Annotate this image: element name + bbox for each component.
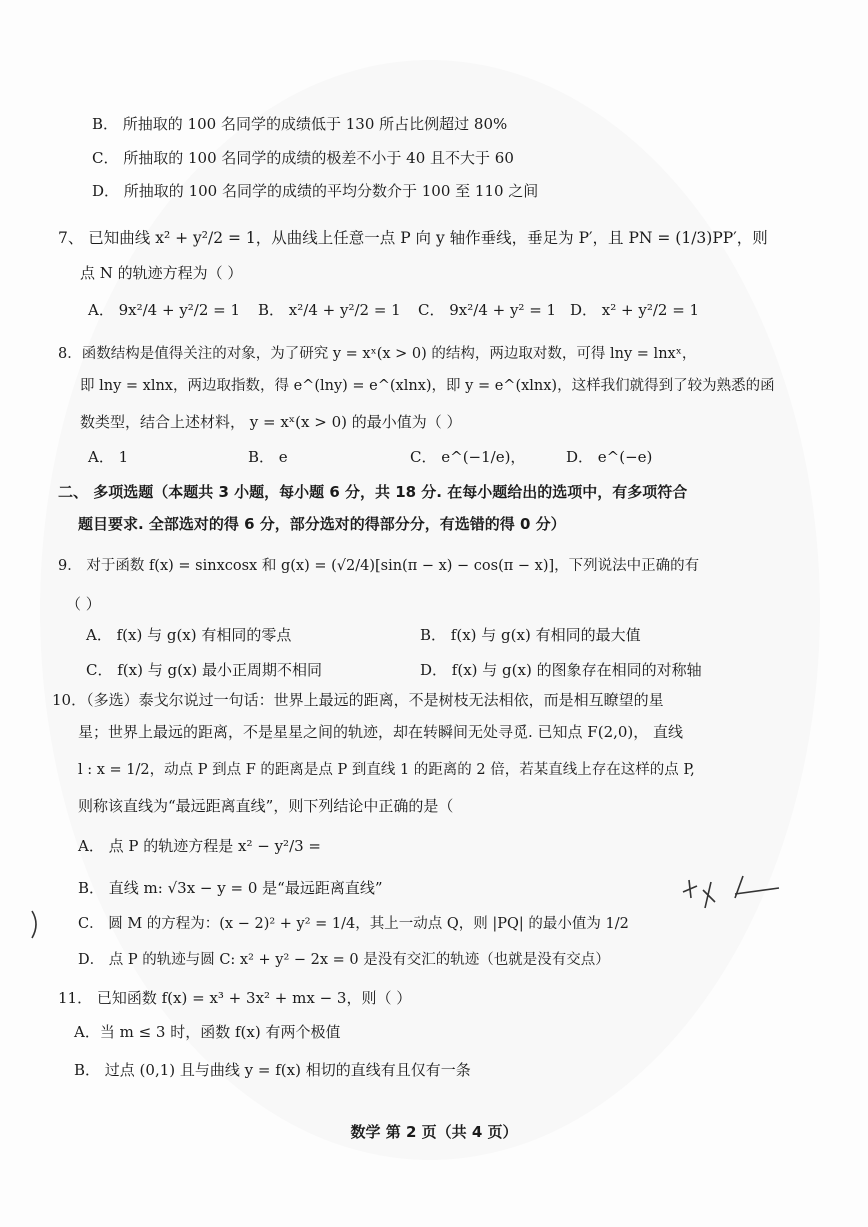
q10-stem-line4: 则称该直线为“最远距离直线”，则下列结论中正确的是（ <box>78 797 454 815</box>
section2-heading-line2: 题目要求. 全部选对的得 6 分，部分选对的得部分分，有选错的得 0 分） <box>78 515 566 533</box>
handwritten-bracket <box>26 908 46 942</box>
q8-option-d: D． e^(−e) <box>566 448 653 466</box>
q8-stem-line3: 数类型，结合上述材料， y = xˣ(x > 0) 的最小值为（ ） <box>80 413 462 431</box>
q9-option-a: A． f(x) 与 g(x) 有相同的零点 <box>86 626 292 644</box>
q10-stem-line2: 星；世界上最远的距离，不是星星之间的轨迹，却在转瞬间无处寻觅. 已知点 F(2,0)， 直线 <box>78 723 684 741</box>
q7-option-b: B． x²/4 + y²/2 = 1 <box>258 301 401 319</box>
q11-stem-line1: 11． 已知函数 f(x) = x³ + 3x² + mx − 3，则（ ） <box>58 989 412 1007</box>
q8-option-b: B． e <box>248 448 288 466</box>
section2-heading-line1: 二、 多项选题（本题共 3 小题，每小题 6 分，共 18 分. 在每小题给出的选项中，有多项符合 <box>58 483 688 501</box>
q6-option-b: B． 所抽取的 100 名同学的成绩低于 130 所占比例超过 80% <box>92 115 508 133</box>
q9-option-c: C． f(x) 与 g(x) 最小正周期不相同 <box>86 661 323 679</box>
q8-option-c: C． e^(−1/e)， <box>410 448 526 466</box>
q10-option-d: D． 点 P 的轨迹与圆 C: x² + y² − 2x = 0 是没有交汇的轨迹（也就是没有交点） <box>78 952 610 968</box>
q8-stem-line1: 8．函数结构是值得关注的对象，为了研究 y = xˣ(x > 0) 的结构，两边取对数，可得 lny = lnxˣ， <box>58 346 697 362</box>
q7-stem-line2: 点 N 的轨迹方程为（ ） <box>80 264 243 282</box>
q6-option-c: C． 所抽取的 100 名同学的成绩的极差不小于 40 且不大于 60 <box>92 149 514 167</box>
q6-option-d: D． 所抽取的 100 名同学的成绩的平均分数介于 100 至 110 之间 <box>92 182 539 200</box>
q9-option-b: B． f(x) 与 g(x) 有相同的最大值 <box>420 626 641 644</box>
page-footer: 数学 第 2 页（共 4 页） <box>350 1123 518 1141</box>
q11-option-b: B． 过点 (0,1) 且与曲线 y = f(x) 相切的直线有且仅有一条 <box>74 1061 471 1079</box>
q10-option-a: A． 点 P 的轨迹方程是 x² − y²/3 = <box>78 837 321 855</box>
q10-option-c: C． 圆 M 的方程为：(x − 2)² + y² = 1/4，其上一动点 Q，则 |PQ| 的最小值为 1/2 <box>78 916 629 932</box>
q8-stem-line2: 即 lny = xlnx，两边取指数，得 e^(lny) = e^(xlnx)，即 y = e^(xlnx)，这样我们就得到了较为熟悉的函 <box>80 378 775 394</box>
q9-stem-line2: （ ） <box>66 595 101 613</box>
q7-option-a: A． 9x²/4 + y²/2 = 1 <box>88 301 241 319</box>
q7-option-c: C． 9x²/4 + y² = 1 <box>418 301 557 319</box>
handwritten-scribble <box>675 868 795 918</box>
q10-stem-line1: 10．（多选）泰戈尔说过一句话：世界上最远的距离，不是树枝无法相依，而是相互瞭望的星 <box>52 691 664 709</box>
q7-stem-line1: 7、 已知曲线 x² + y²/2 = 1，从曲线上任意一点 P 向 y 轴作垂线，垂足为 P′，且 PN = (1/3)PP′，则 <box>58 229 768 247</box>
q9-option-d: D． f(x) 与 g(x) 的图象存在相同的对称轴 <box>420 661 702 679</box>
q7-option-d: D． x² + y²/2 = 1 <box>570 301 700 319</box>
q11-option-a: A．当 m ≤ 3 时，函数 f(x) 有两个极值 <box>74 1023 341 1041</box>
q9-stem-line1: 9． 对于函数 f(x) = sinxcosx 和 g(x) = (√2/4)[sin(π − x) − cos(π − x)]，下列说法中正确的有 <box>58 558 700 574</box>
q10-option-b: B． 直线 m: √3x − y = 0 是“最远距离直线” <box>78 879 383 897</box>
q8-option-a: A． 1 <box>88 448 129 466</box>
q10-stem-line3: l : x = 1/2，动点 P 到点 F 的距离是点 P 到直线 1 的距离的 2 倍，若某直线上存在这样的点 P, <box>78 762 695 778</box>
